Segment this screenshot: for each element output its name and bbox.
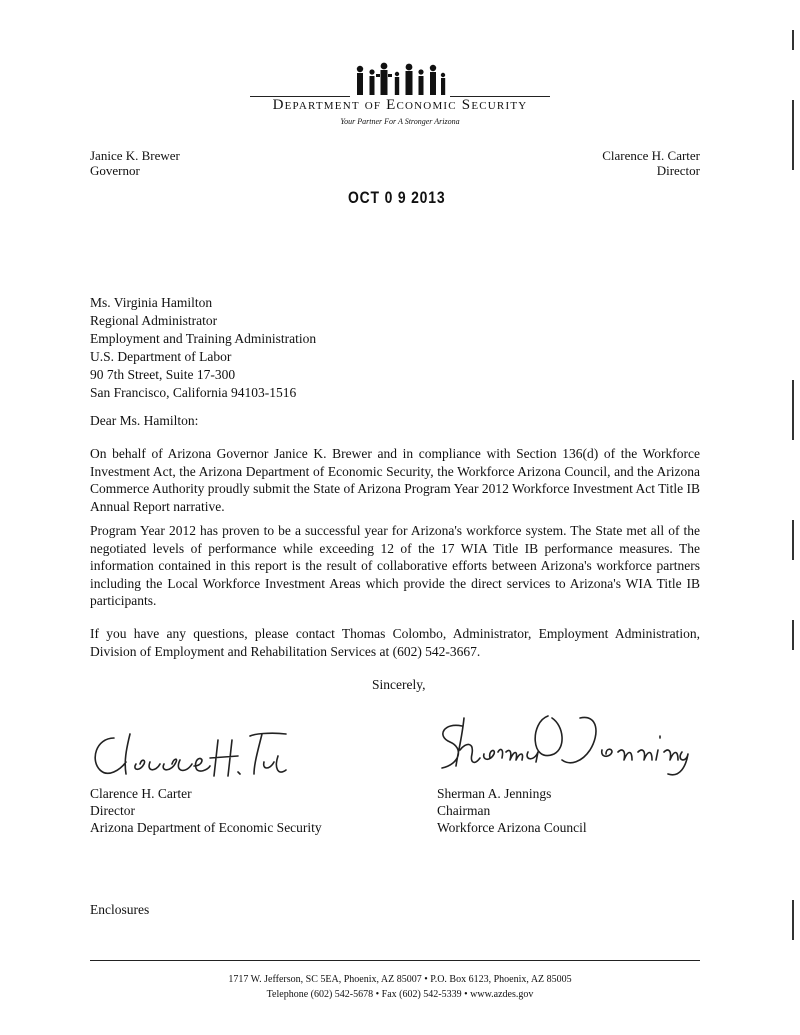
date-stamp: OCT 0 9 2013: [348, 188, 446, 207]
department-name: Department of Economic Security: [272, 97, 528, 113]
signature-jennings: [430, 708, 692, 782]
director-title: Director: [656, 163, 700, 178]
signatory-title: Chairman: [437, 803, 491, 818]
signatory-name: Sherman A. Jennings: [437, 786, 552, 801]
body-paragraph-1: On behalf of Arizona Governor Janice K. Brewer and in compliance with Section 136(d) of the Workforce Investment Act, the Arizona Department of Economic Security, the Workforce Arizona Council, and the Arizona Commerce Authority proudly submit the State of Arizona Program Year 2012 Workforce Investment Act Title IB Annual Report narrative.: [90, 446, 700, 514]
signatory-name: Clarence H. Carter: [90, 786, 192, 801]
des-family-logo-icon: [352, 62, 448, 96]
director-name: Clarence H. Carter: [602, 148, 700, 163]
enclosures: Enclosures: [90, 902, 150, 917]
body-paragraph-3: If you have any questions, please contact Thomas Colombo, Administrator, Employment Administration, Division of Employment and Rehabilitation Services at (602) 542-3667.: [90, 626, 700, 659]
signatory-jennings: [437, 785, 587, 836]
footer-contact: Telephone (602) 542-5678 • Fax (602) 542-5339 • www.azdes.gov: [266, 989, 534, 1000]
footer-address: 1717 W. Jefferson, SC 5EA, Phoenix, AZ 85007 • P.O. Box 6123, Phoenix, AZ 85005: [228, 974, 572, 985]
director-block: [602, 148, 700, 178]
recipient-line: 90 7th Street, Suite 17-300: [90, 367, 236, 382]
recipient-line: Regional Administrator: [90, 313, 218, 328]
scan-edge-mark: [792, 900, 794, 940]
salutation: Dear Ms. Hamilton:: [90, 413, 199, 428]
governor-title: Governor: [90, 163, 140, 178]
recipient-line: Ms. Virginia Hamilton: [90, 295, 213, 310]
scan-edge-mark: [792, 100, 794, 170]
signatory-organization: Arizona Department of Economic Security: [90, 820, 322, 835]
governor-name: Janice K. Brewer: [90, 148, 180, 163]
scan-edge-mark: [792, 380, 794, 440]
scan-edge-mark: [792, 30, 794, 50]
recipient-line: Employment and Training Administration: [90, 331, 317, 346]
signatory-organization: Workforce Arizona Council: [437, 820, 587, 835]
body-paragraph-2: Program Year 2012 has proven to be a successful year for Arizona's workforce system. The State met all of the negotiated levels of performance while exceeding 12 of the 17 WIA Title IB performance measures. The information contained in this report is the result of collaborative efforts between Arizona's workforce partners including the Local Workforce Investment Areas which provide the direct services to Arizona's WIA Title IB participants.: [90, 523, 700, 608]
recipient-line: San Francisco, California 94103-1516: [90, 385, 297, 400]
governor-block: [90, 148, 180, 178]
signature-carter: [86, 720, 296, 782]
recipient-line: U.S. Department of Labor: [90, 349, 232, 364]
signatory-title: Director: [90, 803, 135, 818]
footer-rule: [90, 960, 700, 961]
recipient-address: [90, 294, 316, 402]
scan-edge-mark: [792, 520, 794, 560]
closing: Sincerely,: [372, 677, 426, 692]
department-tagline: Your Partner For A Stronger Arizona: [340, 117, 460, 126]
signatory-carter: [90, 785, 322, 836]
scan-edge-mark: [792, 620, 794, 650]
